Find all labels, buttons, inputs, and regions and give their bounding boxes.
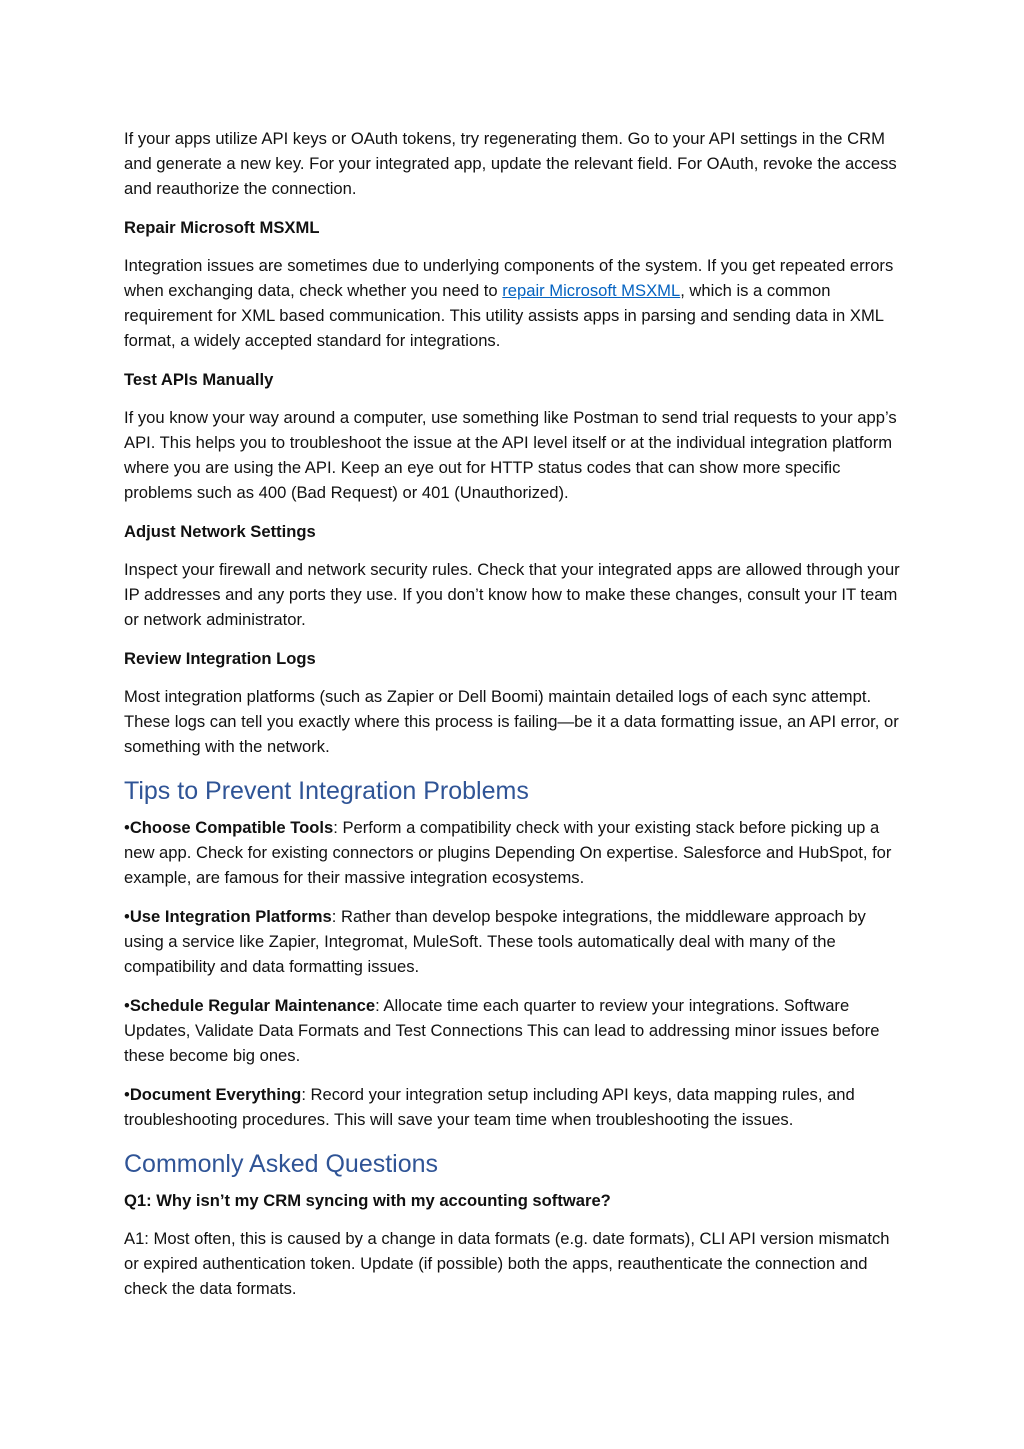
tip-text: : Record your integration setup including API keys, data mapping rules, and troubleshooting procedures. This will save your team time when troubleshooting the issues. [124,1085,855,1129]
tip-term: Choose Compatible Tools [129,818,334,837]
tip-item [124,993,900,1068]
tip-item [124,815,900,890]
tip-term: Schedule Regular Maintenance [129,996,376,1015]
repair-text-before: Integration issues are sometimes due to underlying components of the system. If you get repeated errors when exchanging data, check whether you need to [124,256,894,300]
tip-item [124,1082,900,1132]
tip-text: : Allocate time each quarter to review your integrations. Software Updates, Validate Data Formats and Test Connections This can lead to addressing minor issues before these become big ones. [124,996,880,1065]
bullet-icon: • [124,818,130,837]
bullet-icon: • [124,907,130,926]
bullet-icon: • [124,996,130,1015]
repair-msxml-heading: Repair Microsoft MSXML [124,218,320,237]
faq-answer: A1: Most often, this is caused by a change in data formats (e.g. date formats), CLI API version mismatch or expired authentication token. Update (if possible) both the apps, reauthenticate the connection and check the data formats. [124,1229,890,1298]
tip-term: Use Integration Platforms [129,907,332,926]
tip-item [124,904,900,979]
faq-section-heading: Commonly Asked Questions [124,1150,439,1178]
tip-text: : Rather than develop bespoke integrations, the middleware approach by using a service like Zapier, Integromat, MuleSoft. These tools automatically deal with many of the compatibility and data formatting issues. [124,907,866,976]
integration-logs-heading: Review Integration Logs [124,649,316,668]
network-settings-heading: Adjust Network Settings [124,522,316,541]
network-settings-paragraph: Inspect your firewall and network security rules. Check that your integrated apps are allowed through your IP addresses and any ports they use. If you don’t know how to make these changes, consult your IT team or network administrator. [124,560,900,629]
tip-term: Document Everything [129,1085,302,1104]
repair-msxml-paragraph [124,253,900,353]
repair-text-after: , which is a common requirement for XML based communication. This utility assists apps in parsing and sending data in XML format, a widely accepted standard for integrations. [124,281,884,350]
document-page [124,126,900,1315]
bullet-icon: • [124,1085,130,1104]
faq-question: Q1: Why isn’t my CRM syncing with my accounting software? [124,1191,611,1210]
intro-paragraph: If your apps utilize API keys or OAuth tokens, try regenerating them. Go to your API settings in the CRM and generate a new key. For your integrated app, update the relevant field. For OAuth, revoke the access and reauthorize the connection. [124,129,897,198]
integration-logs-paragraph: Most integration platforms (such as Zapier or Dell Boomi) maintain detailed logs of each sync attempt. These logs can tell you exactly where this process is failing—be it a data formatting issue, an API error, or something with the network. [124,687,899,756]
tip-text: : Perform a compatibility check with your existing stack before picking up a new app. Check for existing connectors or plugins Depending On expertise. Salesforce and HubSpot, for example, are famous for their massive integration ecosystems. [124,818,892,887]
test-apis-paragraph: If you know your way around a computer, use something like Postman to send trial requests to your app’s API. This helps you to troubleshoot the issue at the API level itself or at the individual integration platform where you are using the API. Keep an eye out for HTTP status codes that can show more specific problems such as 400 (Bad Request) or 401 (Unauthorized). [124,408,897,502]
test-apis-heading: Test APIs Manually [124,370,274,389]
repair-msxml-link[interactable]: repair Microsoft MSXML [502,281,681,300]
tips-section-heading: Tips to Prevent Integration Problems [124,777,529,805]
